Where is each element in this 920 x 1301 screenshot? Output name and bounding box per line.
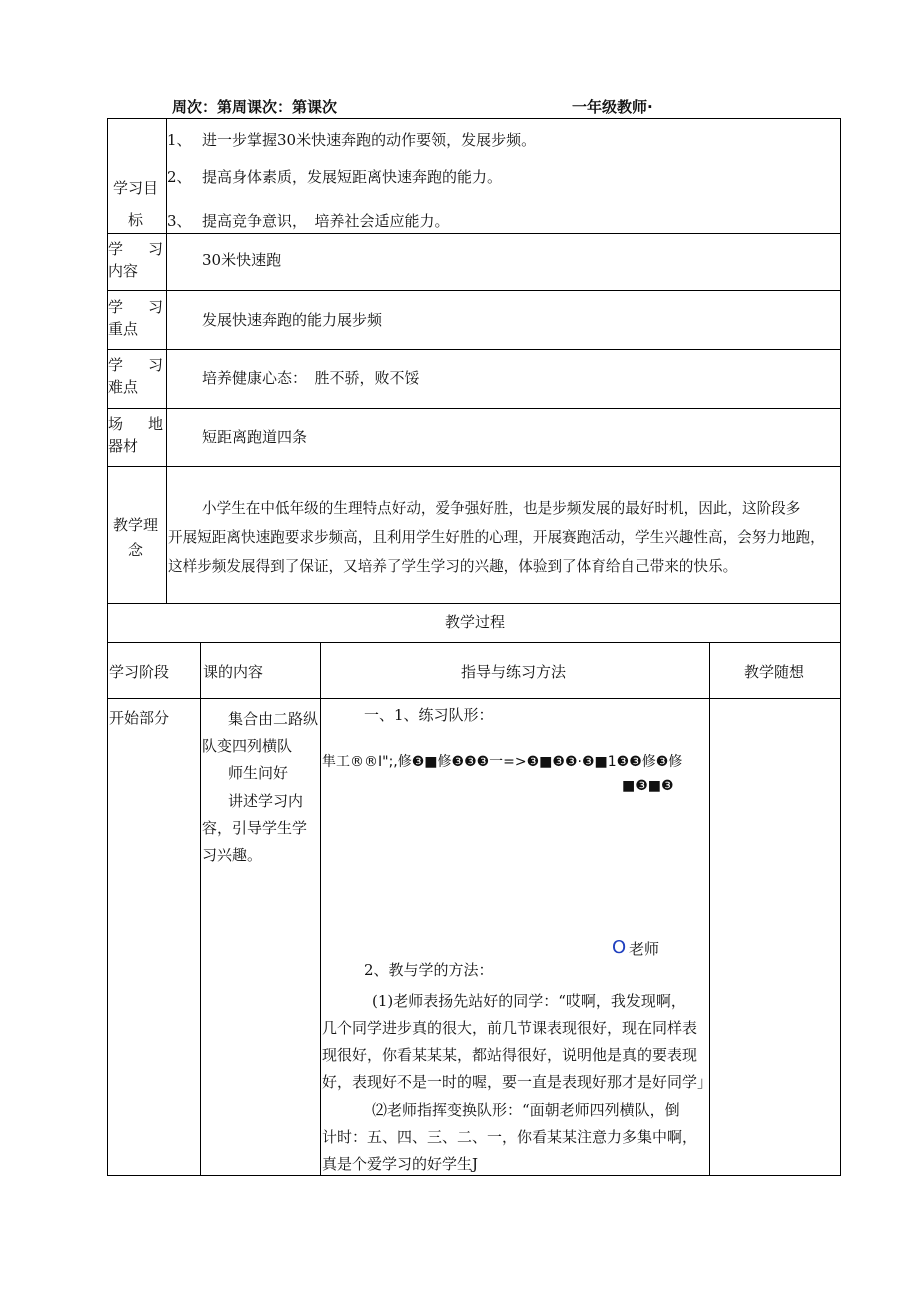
col-stage-header: 学习阶段 — [109, 663, 170, 681]
difficulty-label: 学 习 难点 — [108, 356, 163, 396]
teacher-label: 老师 — [629, 940, 660, 958]
content-line-1: 集合由二路纵 — [228, 710, 319, 728]
col-content-header: 课的内容 — [203, 663, 264, 681]
objectives-label-line1: 学习目 — [113, 179, 159, 197]
method-p1-line-1: (1)老师表扬先站好的同学：“哎啊，我发现啊， — [372, 992, 686, 1010]
venue-value: 短距离跑道四条 — [202, 428, 308, 446]
content-line-4: 讲述学习内 — [228, 792, 304, 810]
header-grade-teacher: 一年级教师· — [572, 98, 653, 116]
col-method-header: 指导与练习方法 — [461, 663, 567, 681]
method-p2-line-2: 计时：五、四、三、二、一，你看某某注意力多集中啊， — [322, 1128, 698, 1146]
philosophy-label-line1: 教学理 — [113, 516, 159, 534]
content-line-3: 师生问好 — [228, 764, 289, 782]
teacher-position-icon: O — [612, 937, 627, 958]
key-point-value: 发展快速奔跑的能力展步频 — [202, 311, 383, 329]
philosophy-line-2: 开展短距离快速跑要求步频高，且利用学生好胜的心理，开展赛跑活动，学生兴趣性高，会努力地跑， — [168, 529, 825, 546]
col-notes-header: 教学随想 — [744, 663, 805, 681]
philosophy-label-line2: 念 — [128, 541, 144, 559]
venue-label: 场 地 器材 — [108, 415, 163, 455]
objective-3-text: 提高竞争意识， 培养社会适应能力。 — [202, 212, 450, 230]
content-label: 学 习 内容 — [108, 240, 163, 280]
method-p1-line-3: 现很好，你看某某某，都站得很好，说明他是真的要表现 — [322, 1046, 698, 1064]
stage-start: 开始部分 — [109, 709, 170, 727]
method-p1-line-4: 好，表现好不是一时的喔，要一直是表现好那才是好同学」 — [322, 1073, 713, 1091]
philosophy-line-1: 小学生在中低年级的生理特点好动，爱争强好胜，也是步频发展的最好时机，因此，这阶段多 — [202, 500, 801, 517]
formation-diagram-text-2: ■❸■❸ — [622, 778, 674, 794]
method-step-1: 一、1、练习队形： — [364, 706, 494, 724]
content-line-2: 队变四列横队 — [202, 737, 293, 755]
objective-2-text: 提高身体素质，发展短距离快速奔跑的能力。 — [202, 168, 503, 186]
content-value: 30米快速跑 — [202, 251, 282, 269]
method-p2-line-1: ⑵老师指挥变换队形：“面朝老师四列横队，倒 — [372, 1101, 680, 1119]
method-p2-line-3: 真是个爱学习的好学生J — [322, 1155, 479, 1173]
philosophy-line-3: 这样步频发展得到了保证，又培养了学生学习的兴趣，体验到了体育给自己带来的快乐。 — [168, 558, 738, 575]
key-point-label: 学 习 重点 — [108, 298, 163, 338]
objective-2-num: 2、 — [167, 168, 192, 186]
formation-diagram-text: 隼工®®I";,修❸■修❸❸❸一=>❸■❸❸·❸■1❸❸修❸修 — [322, 754, 683, 770]
difficulty-value: 培养健康心态： 胜不骄，败不馁 — [202, 369, 420, 387]
method-p1-line-2: 几个同学进步真的很大，前几节课表现很好，现在同样表 — [322, 1019, 698, 1037]
method-step-2: 2、教与学的方法： — [364, 961, 494, 979]
objective-1-num: 1、 — [167, 131, 192, 149]
objective-3-num: 3、 — [167, 212, 192, 230]
objective-1-text: 进一步掌握30米快速奔跑的动作要领，发展步频。 — [202, 131, 537, 149]
content-line-6: 习兴趣。 — [202, 846, 263, 864]
objectives-label-line2: 标 — [128, 211, 144, 229]
process-title: 教学过程 — [445, 613, 506, 631]
header-week-info: 周次：第周课次：第课次 — [172, 98, 338, 116]
content-line-5: 容，引导学生学 — [202, 819, 308, 837]
